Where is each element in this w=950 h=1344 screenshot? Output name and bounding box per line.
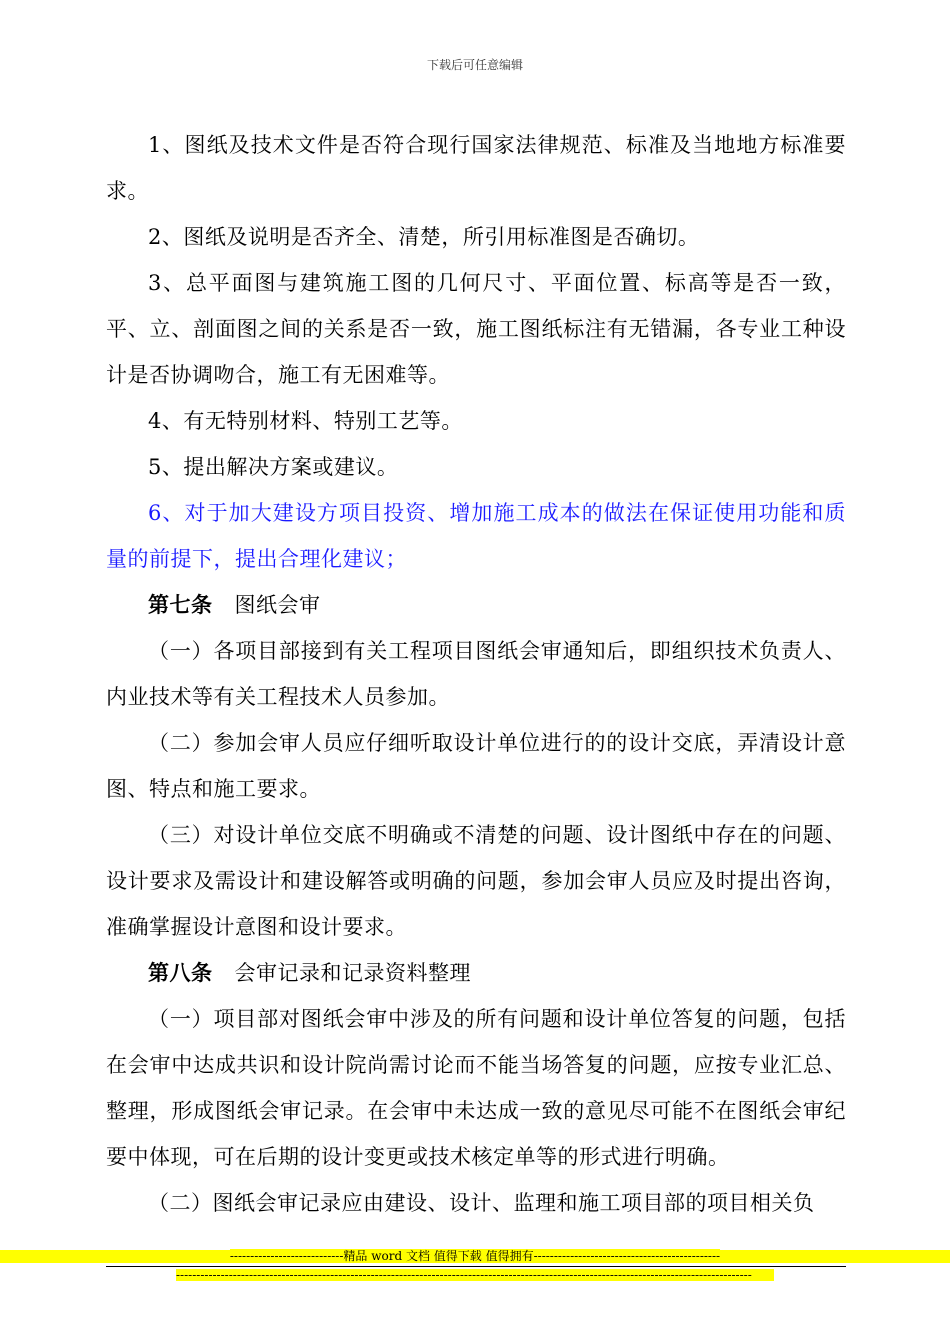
- article-8-number: 第八条: [148, 960, 213, 985]
- article-7-item-1: （一）各项目部接到有关工程项目图纸会审通知后，即组织技术负责人、内业技术等有关工程技术人员参加。: [106, 639, 846, 709]
- article-8-item-2: （二）图纸会审记录应由建设、设计、监理和施工项目部的项目相关负: [148, 1191, 815, 1215]
- article-8-item-1: （一）项目部对图纸会审中涉及的所有问题和设计单位答复的问题，包括在会审中达成共识和设计院尚需讨论而不能当场答复的问题，应按专业汇总、整理，形成图纸会审记录。在会审中未达成一致的意见尽可能不在图纸会审纪要中体现，可在后期的设计变更或技术核定单等的形式进行明确。: [106, 1007, 846, 1169]
- paragraph-4: 4、有无特别材料、特别工艺等。: [148, 409, 463, 433]
- page-footer: [0, 1250, 950, 1263]
- article-7-number: 第七条: [148, 592, 213, 617]
- footer-dash-line: ----------------------------------------------------------------------------------------------------------------------------------------------: [176, 1269, 774, 1281]
- paragraph-6: 6、对于加大建设方项目投资、增加施工成本的做法在保证使用功能和质量的前提下，提出合理化建议；: [106, 501, 846, 571]
- article-8-title: 会审记录和记录资料整理: [234, 961, 471, 985]
- article-7-item-3: （三）对设计单位交底不明确或不清楚的问题、设计图纸中存在的问题、设计要求及需设计和建设解答或明确的问题，参加会审人员应及时提出咨询，准确掌握设计意图和设计要求。: [106, 823, 846, 939]
- document-body: [106, 122, 846, 1226]
- paragraph-2: 2、图纸及说明是否齐全、清楚，所引用标准图是否确切。: [148, 225, 700, 249]
- article-8-heading: [106, 950, 846, 996]
- paragraph-1: 1、图纸及技术文件是否符合现行国家法律规范、标准及当地地方标准要求。: [106, 133, 846, 203]
- footer-divider: [106, 1266, 846, 1267]
- paragraph-5: 5、提出解决方案或建议。: [148, 455, 399, 479]
- article-7-heading: [106, 582, 846, 628]
- footer-banner: [0, 1250, 950, 1263]
- page-header: 下载后可任意编辑: [426, 58, 523, 72]
- article-7-title: 图纸会审: [234, 593, 321, 617]
- article-7-item-2: （二）参加会审人员应仔细听取设计单位进行的的设计交底，弄清设计意图、特点和施工要求。: [106, 731, 846, 801]
- paragraph-3: 3、总平面图与建筑施工图的几何尺寸、平面位置、标高等是否一致，平、立、剖面图之间的关系是否一致，施工图纸标注有无错漏，各专业工种设计是否协调吻合，施工有无困难等。: [106, 271, 846, 387]
- footer-banner-text: ----------------------------精品 word 文档 值得下载 值得拥有----------------------------------------------: [229, 1249, 721, 1263]
